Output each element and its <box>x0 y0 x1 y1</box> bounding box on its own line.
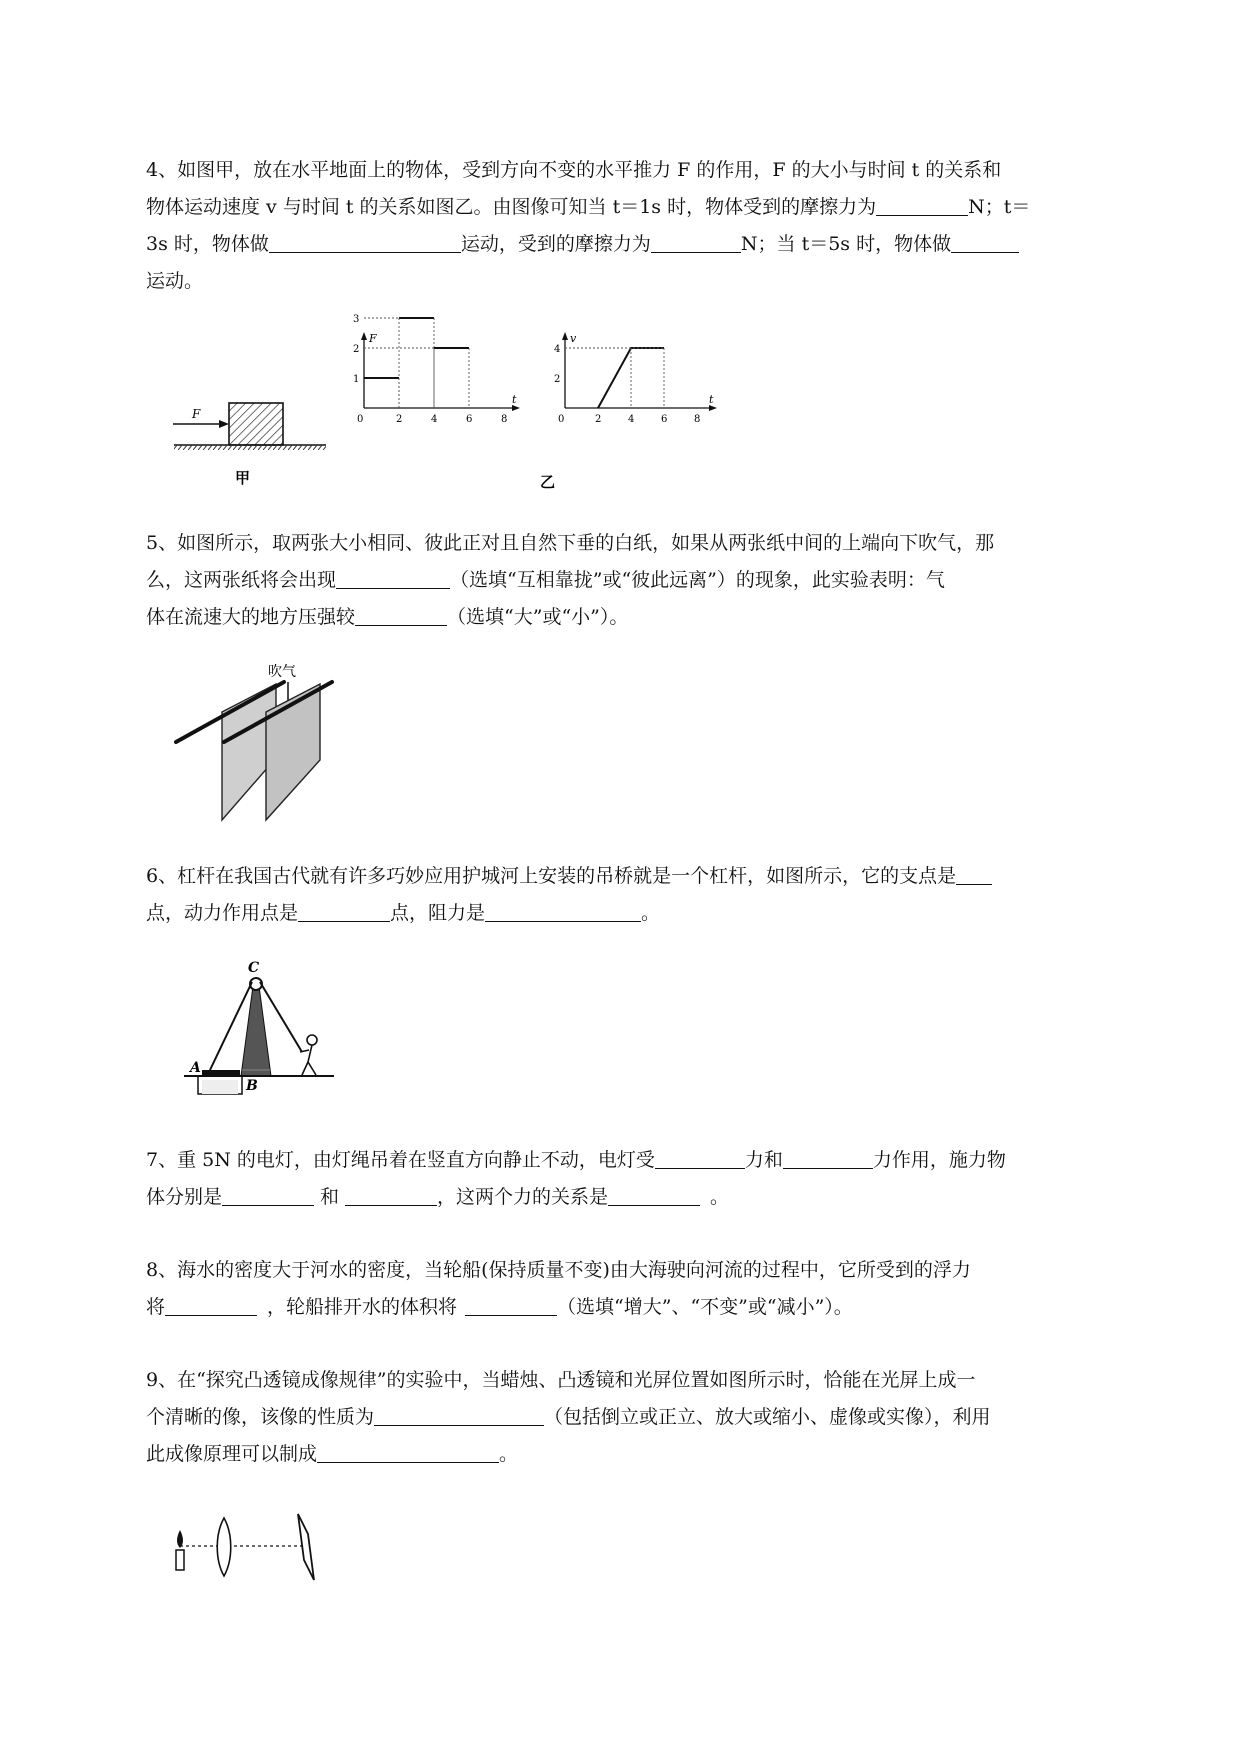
q5-figure-papers <box>166 660 356 835</box>
y-axis-label: v <box>570 332 577 345</box>
q6-line-2: 点，动力作用点是 点，阻力是 。 <box>146 895 1146 932</box>
x-tick-label: 8 <box>501 414 508 425</box>
q7-blank-3[interactable] <box>222 1181 314 1206</box>
y-tick-label: 3 <box>353 314 360 325</box>
x-tick-label: 0 <box>357 414 364 425</box>
y-axis-arrow <box>562 332 568 340</box>
question-9 <box>146 1362 1146 1473</box>
y-tick-label: 1 <box>353 374 360 385</box>
v-t-graph <box>554 332 717 425</box>
light-screen <box>298 1514 314 1580</box>
x-tick-label: 2 <box>396 414 403 425</box>
tower <box>241 986 271 1076</box>
q8-blank-2[interactable] <box>465 1291 557 1316</box>
q7-blank-5[interactable] <box>608 1181 700 1206</box>
q4-figure-yi <box>340 314 750 491</box>
q4-blank-3[interactable] <box>651 228 741 253</box>
x-tick-label: 4 <box>628 414 635 425</box>
blow-air-label: 吹气 <box>268 664 296 680</box>
question-4 <box>146 152 1146 300</box>
q9-figure-optics <box>168 1510 328 1590</box>
q9-line-3: 此成像原理可以制成 。 <box>146 1436 1146 1473</box>
y-tick-label: 2 <box>353 344 360 355</box>
q7-blank-2[interactable] <box>783 1144 873 1169</box>
q6-blank-1[interactable] <box>956 860 992 885</box>
q6-blank-3[interactable] <box>485 897 641 922</box>
x-axis-label: t <box>709 393 714 406</box>
q5-line-1: 5、如图所示，取两张大小相同、彼此正对且自然下垂的白纸，如果从两张纸中间的上端向下吹气，那 <box>146 532 995 554</box>
q7-line-2: 体分别是 和 ，这两个力的关系是 。 <box>146 1179 1146 1216</box>
q8-line-2: 将 ，轮船排开水的体积将 （选填“增大”、“不变”或“减小”）。 <box>146 1289 1146 1326</box>
q4-line-3: 3s 时，物体做 运动，受到的摩擦力为 N；当 t＝5s 时，物体做 <box>146 226 1146 263</box>
q4-line-2: 物体运动速度 v 与时间 t 的关系如图乙。由图像可知当 t＝1s 时，物体受到的摩擦力为 N；t＝ <box>146 189 1146 226</box>
worker <box>300 1035 317 1075</box>
x-tick-label: 6 <box>661 414 668 425</box>
question-8 <box>146 1252 1146 1326</box>
y-tick-label: 2 <box>554 374 561 385</box>
q5-blank-2[interactable] <box>355 601 447 626</box>
y-axis-label: F <box>369 332 377 345</box>
q4-blank-1[interactable] <box>876 191 968 216</box>
q4-blank-2[interactable] <box>269 228 461 253</box>
f-t-graph <box>353 314 520 425</box>
q7-blank-1[interactable] <box>655 1144 745 1169</box>
candle-flame <box>177 1530 183 1548</box>
x-tick-label: 4 <box>431 414 438 425</box>
q9-line-2: 个清晰的像，该像的性质为 （包括倒立或正立、放大或缩小、虚像或实像），利用 <box>146 1399 1146 1436</box>
q4-blank-4[interactable] <box>951 228 1019 253</box>
x-tick-label: 8 <box>694 414 701 425</box>
q8-blank-1[interactable] <box>165 1291 257 1316</box>
question-5 <box>146 525 1146 636</box>
fig-label-jia: 甲 <box>235 469 251 487</box>
y-axis-arrow <box>361 332 367 340</box>
x-tick-label: 0 <box>558 414 565 425</box>
label-a: A <box>190 1060 201 1076</box>
x-tick-label: 2 <box>595 414 602 425</box>
x-tick-label: 6 <box>466 414 473 425</box>
candle-body <box>176 1550 184 1570</box>
y-tick-label: 4 <box>554 344 561 355</box>
block <box>229 403 283 445</box>
q6-blank-2[interactable] <box>298 897 390 922</box>
q5-line-2: 么，这两张纸将会出现 （选填“互相靠拢”或“彼此远离”）的现象，此实验表明：气 <box>146 562 1146 599</box>
q5-blank-1[interactable] <box>336 564 450 589</box>
q9-blank-2[interactable] <box>317 1438 499 1463</box>
q9-line-1: 9、在“探究凸透镜成像规律”的实验中，当蜡烛、凸透镜和光屏位置如图所示时，恰能在光屏上成一 <box>146 1369 976 1391</box>
q4-line-4: 运动。 <box>146 270 204 292</box>
q6-figure-drawbridge <box>172 960 352 1110</box>
q6-line-1: 6、杠杆在我国古代就有许多巧妙应用护城河上安装的吊桥就是一个杠杆，如图所示，它的支点是 <box>146 858 1146 895</box>
push-arrow <box>173 420 229 428</box>
label-c: C <box>248 960 260 976</box>
q5-line-3: 体在流速大的地方压强较 （选填“大”或“小”）。 <box>146 599 1146 636</box>
q9-blank-1[interactable] <box>374 1401 544 1426</box>
question-6 <box>146 858 1146 932</box>
q7-blank-4[interactable] <box>345 1181 437 1206</box>
force-label: F <box>192 407 201 421</box>
q4-figure-jia <box>168 336 328 486</box>
q8-line-1: 8、海水的密度大于河水的密度，当轮船(保持质量不变)由大海驶向河流的过程中，它所受到的浮力 <box>146 1259 971 1281</box>
q4-line-1: 4、如图甲，放在水平地面上的物体，受到方向不变的水平推力 F 的作用，F 的大小与时间 t 的关系和 <box>146 159 1002 181</box>
label-b: B <box>246 1078 258 1094</box>
question-7 <box>146 1142 1146 1216</box>
x-axis-label: t <box>512 393 517 406</box>
q7-line-1: 7、重 5N 的电灯，由灯绳吊着在竖直方向静止不动，电灯受 力和 力作用，施力物 <box>146 1142 1146 1179</box>
convex-lens <box>217 1518 231 1576</box>
fig-label-yi: 乙 <box>540 473 556 491</box>
